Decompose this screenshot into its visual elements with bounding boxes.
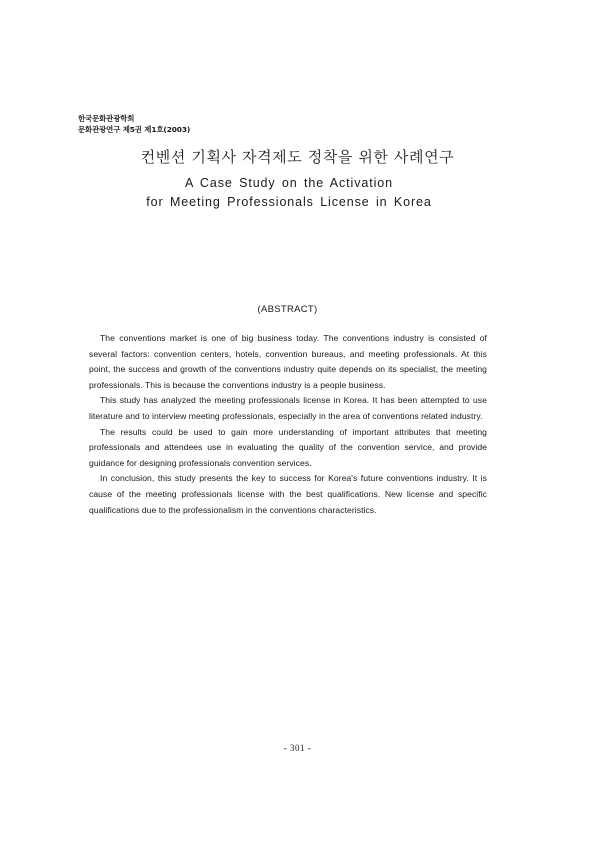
society-name: 한국문화관광학회 (78, 114, 135, 123)
page-number: - 301 - (283, 743, 312, 753)
journal-citation: 문화관광연구 제5권 제1호(2003) (78, 125, 191, 134)
korean-title: 컨벤션 기획사 자격제도 정착을 위한 사례연구 (140, 148, 455, 166)
journal-header (78, 113, 190, 135)
abstract-body (89, 331, 487, 518)
abstract-paragraph-4: In conclusion, this study presents the key to success for Korea's future conventions industry. It is cause of the meeting professionals license with the best qualifications. New license and specific qualifications due to the professionalism in the conventions characteristics. (89, 473, 487, 515)
abstract-paragraph-2: This study has analyzed the meeting professionals license in Korea. It has been attempted to use literature and to interview meeting professionals, especially in the area of conventions related industry. (89, 395, 487, 421)
abstract-paragraph-1: The conventions market is one of big business today. The conventions industry is consisted of several factors: convention centers, hotels, convention bureaus, and meeting professionals. At this point, the success and growth of the conventions industry quite depends on its specialist, the meeting professionals. This is because the conventions industry is a people business. (89, 333, 487, 390)
abstract-paragraph-3: The results could be used to gain more understanding of important attributes that meeting professionals and attendees use in evaluating the quality of the convention service, and provide guidance for designing professionals convention services. (89, 426, 487, 468)
english-title-line-1: A Case Study on the Activation (185, 176, 393, 190)
english-title-line-2: for Meeting Professionals License in Korea (146, 195, 432, 209)
abstract-heading: (ABSTRACT) (257, 304, 318, 315)
